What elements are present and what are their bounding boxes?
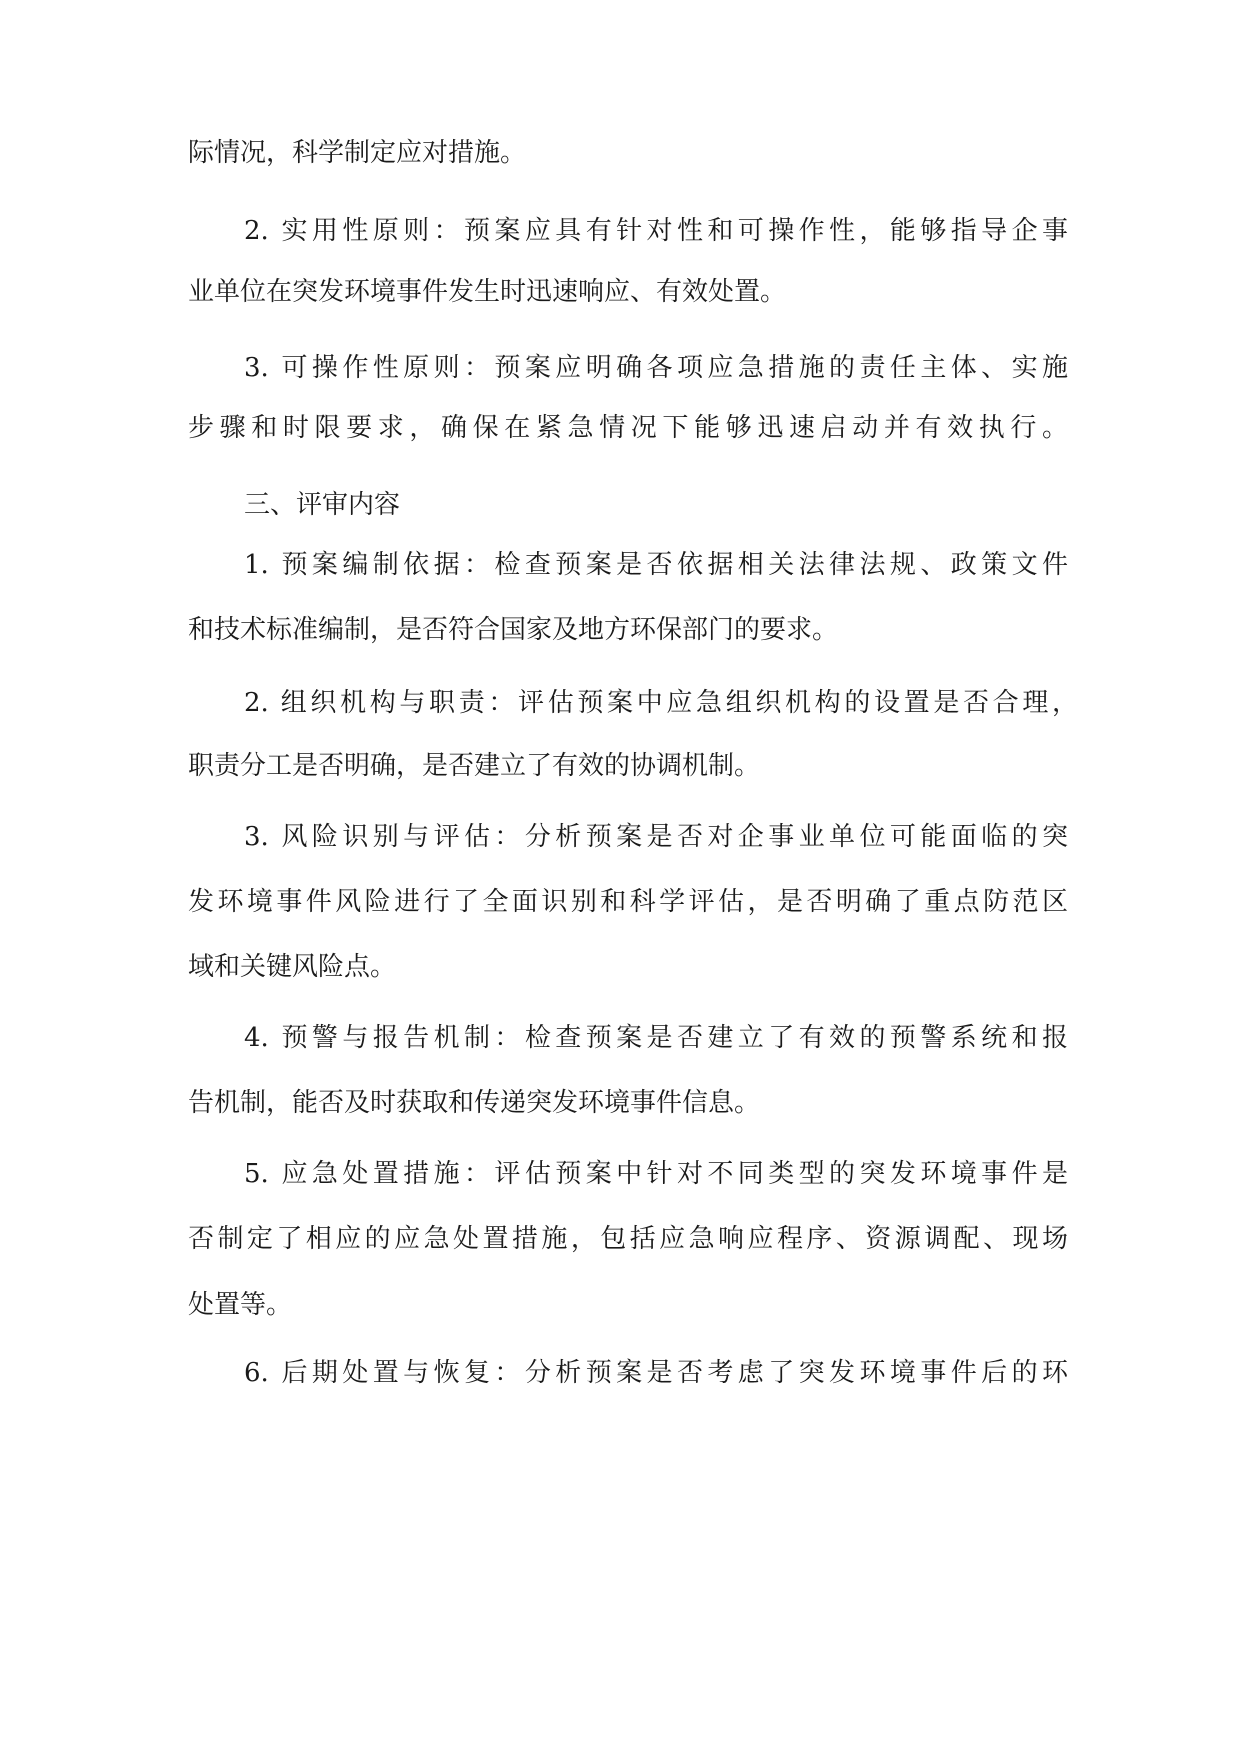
text-line: 否制定了相应的应急处置措施，包括应急响应程序、资源调配、现场 bbox=[188, 1224, 1068, 1254]
text-line: 处置等。 bbox=[188, 1290, 293, 1320]
text-line: 5. 应急处置措施：评估预案中针对不同类型的突发环境事件是 bbox=[244, 1159, 1068, 1189]
text-line: 2. 组织机构与职责：评估预案中应急组织机构的设置是否合理， bbox=[244, 688, 1078, 718]
section-heading: 三、评审内容 bbox=[244, 490, 401, 520]
text-line: 告机制，能否及时获取和传递突发环境事件信息。 bbox=[188, 1088, 761, 1118]
text-line: 1. 预案编制依据：检查预案是否依据相关法律法规、政策文件 bbox=[244, 550, 1068, 580]
text-line: 3. 可操作性原则：预案应明确各项应急措施的责任主体、实施 bbox=[244, 353, 1068, 383]
text-line: 步骤和时限要求，确保在紧急情况下能够迅速启动并有效执行。 bbox=[188, 413, 1068, 443]
text-line: 域和关键风险点。 bbox=[188, 952, 397, 982]
text-line: 4. 预警与报告机制：检查预案是否建立了有效的预警系统和报 bbox=[244, 1023, 1068, 1053]
text-line: 2. 实用性原则：预案应具有针对性和可操作性，能够指导企事 bbox=[244, 216, 1068, 246]
text-line: 6. 后期处置与恢复：分析预案是否考虑了突发环境事件后的环 bbox=[244, 1358, 1068, 1388]
text-line: 际情况，科学制定应对措施。 bbox=[188, 138, 527, 168]
text-line: 发环境事件风险进行了全面识别和科学评估，是否明确了重点防范区 bbox=[188, 887, 1068, 917]
text-line: 业单位在突发环境事件发生时迅速响应、有效处置。 bbox=[188, 277, 787, 307]
text-line: 和技术标准编制，是否符合国家及地方环保部门的要求。 bbox=[188, 615, 839, 645]
text-line: 3. 风险识别与评估：分析预案是否对企事业单位可能面临的突 bbox=[244, 822, 1068, 852]
text-line: 职责分工是否明确，是否建立了有效的协调机制。 bbox=[188, 751, 761, 781]
